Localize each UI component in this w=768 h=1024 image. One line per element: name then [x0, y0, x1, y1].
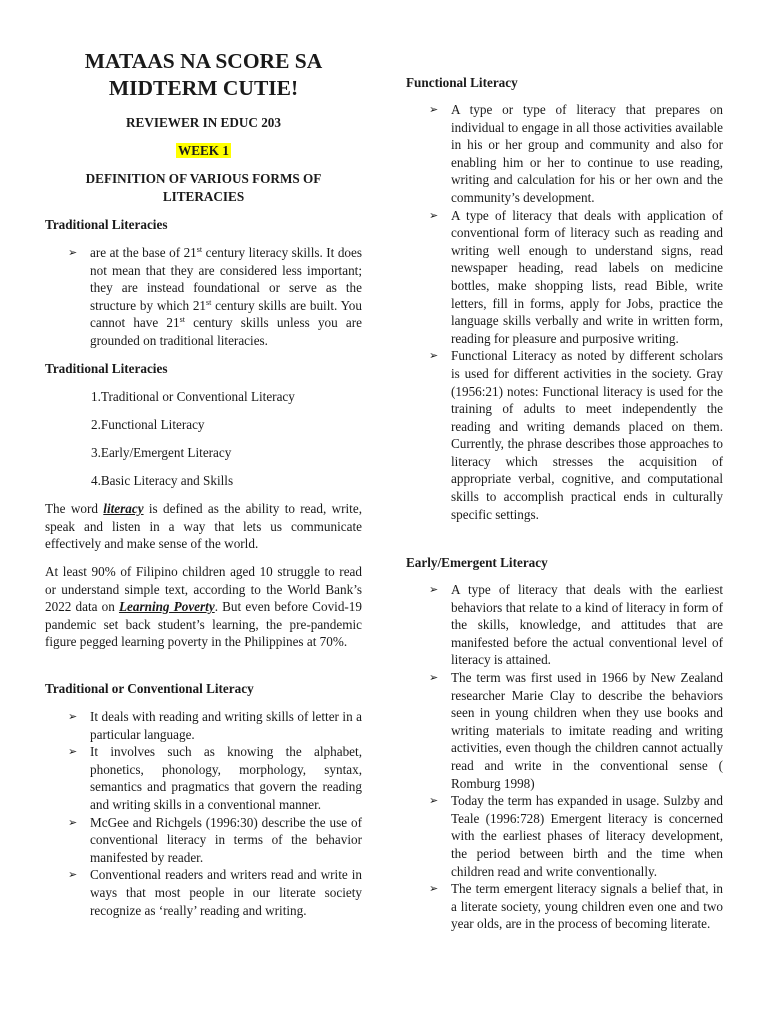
traditional-literacies-heading: Traditional Literacies	[45, 217, 168, 232]
arrow-bullet-icon: ➢	[429, 349, 439, 363]
intro-bullet-list	[68, 244, 362, 350]
arrow-bullet-icon: ➢	[429, 208, 439, 222]
arrow-bullet-icon: ➢	[429, 583, 439, 596]
list-item: ➢ The term emergent literacy signals a belief that, in a literate society, young children even one and two year olds, are in the process of becoming literate.	[429, 881, 723, 932]
list-item: ➢ McGee and Richgels (1996:30) describe the use of conventional literacy in terms of the behavior manifested by reader.	[68, 814, 362, 865]
learning-poverty-term: Learning Poverty	[118, 599, 215, 615]
arrow-bullet-icon: ➢	[429, 670, 439, 684]
week-label	[45, 142, 362, 160]
arrow-bullet-icon: ➢	[68, 710, 78, 723]
list-item: 2.Functional Literacy	[91, 417, 205, 432]
definition-heading: DEFINITION OF VARIOUS FORMS OF LITERACIES	[85, 171, 322, 204]
functional-literacy-heading: Functional Literacy	[406, 75, 518, 90]
list-item: ➢ It deals with reading and writing skills of letter in a particular language.	[68, 709, 362, 742]
list-item: ➢ It involves such as knowing the alphabet, phonetics, phonology, morphology, syntax, semantics and pragmatics that govern the reading and writing skills in a conventional manner.	[68, 744, 362, 812]
arrow-bullet-icon: ➢	[68, 246, 78, 259]
emergent-bullet-list	[429, 581, 723, 933]
list-item: ➢ A type or type of literacy that prepares on individual to engage in all those activities available in his or her group and community and also for enabling him or her to continue to use reading, writing and calculation for his or her own and the community’s development.	[429, 102, 723, 205]
conventional-literacy-heading: Traditional or Conventional Literacy	[45, 681, 254, 696]
list-item: ➢ A type of literacy that deals with application of conventional form of literacy such as reading and writing well enough to understand signs, read newspaper heading, read labels on medicine bottles, make shopping lists, read Bible, write letters, fill in forms, apply for Jobs, practice the language skills verbally and write in written form, reading for pleasure and purposive writing.	[429, 207, 723, 346]
traditional-literacies-heading-2: Traditional Literacies	[45, 361, 168, 376]
emergent-literacy-heading: Early/Emergent Literacy	[406, 555, 548, 570]
list-item: ➢ Conventional readers and writers read and write in ways that most people in our literate society recognize as ‘really’ reading and writing.	[68, 867, 362, 918]
literacy-definition-paragraph: The word literacy is defined as the ability to read, write, speak and listen in a way that lets us communicate effectively and make sense of the world.	[45, 501, 362, 552]
list-item: 3.Early/Emergent Literacy	[91, 445, 232, 460]
list-item: 1.Traditional or Conventional Literacy	[91, 389, 295, 404]
numbered-literacy-list	[91, 388, 295, 500]
list-item: ➢ Functional Literacy as noted by different scholars is used for different activities in the society. Gray (1956:21) notes: Functional literacy is used for the training of adults to meet independently the reading and writing demands placed on them. Currently, the phrase describes those approaches to literacy which stresses the acquisition of appropriate verbal, cognitive, and computational skills to accomplish practical ends in culturally specific settings.	[429, 348, 723, 522]
literacy-term: literacy	[103, 501, 144, 516]
arrow-bullet-icon: ➢	[68, 868, 78, 882]
arrow-bullet-icon: ➢	[68, 745, 78, 759]
document-title: MATAAS NA SCORE SA MIDTERM CUTIE!	[84, 49, 323, 100]
week-highlight: WEEK 1	[178, 143, 229, 158]
document-subtitle: REVIEWER IN EDUC 203	[126, 115, 281, 130]
conventional-bullet-list	[68, 708, 362, 919]
arrow-bullet-icon: ➢	[429, 882, 439, 896]
list-item: 4.Basic Literacy and Skills	[91, 473, 234, 488]
functional-bullet-list	[429, 101, 723, 523]
arrow-bullet-icon: ➢	[429, 103, 439, 116]
list-item: ➢ are at the base of 21st century literacy skills. It does not mean that they are considered less important; they are instead foundational or serve as the structure by which 21st century skills are built. You cannot have 21st century skills unless you are grounded on traditional literacies.	[68, 245, 362, 348]
list-item: ➢ A type of literacy that deals with the earliest behaviors that relate to a kind of literacy in form of the skills, knowledge, and attitudes that are manifested before the actual conventional level of literacy is attained.	[429, 582, 723, 668]
list-item: ➢ The term was first used in 1966 by New Zealand researcher Marie Clay to describe the behaviors seen in young children when they use books and writing materials to imitate reading and writing activities, even though the children cannot actually read and write in the conventional sense ( Romburg 1998)	[429, 669, 723, 791]
list-item: ➢ Today the term has expanded in usage. Sulzby and Teale (1996:728) Emergent literacy is concerned with the earliest phases of literacy development, the period between birth and the time when children read and write conventionally.	[429, 793, 723, 879]
arrow-bullet-icon: ➢	[68, 815, 78, 829]
arrow-bullet-icon: ➢	[429, 794, 439, 808]
learning-poverty-paragraph: At least 90% of Filipino children aged 10 struggle to read or understand simple text, according to the World Bank’s 2022 data on Learning Poverty. But even before Covid-19 pandemic set back student’s learning, the pre-pandemic figure pegged learning poverty in the Philippines at 70%.	[45, 564, 362, 650]
